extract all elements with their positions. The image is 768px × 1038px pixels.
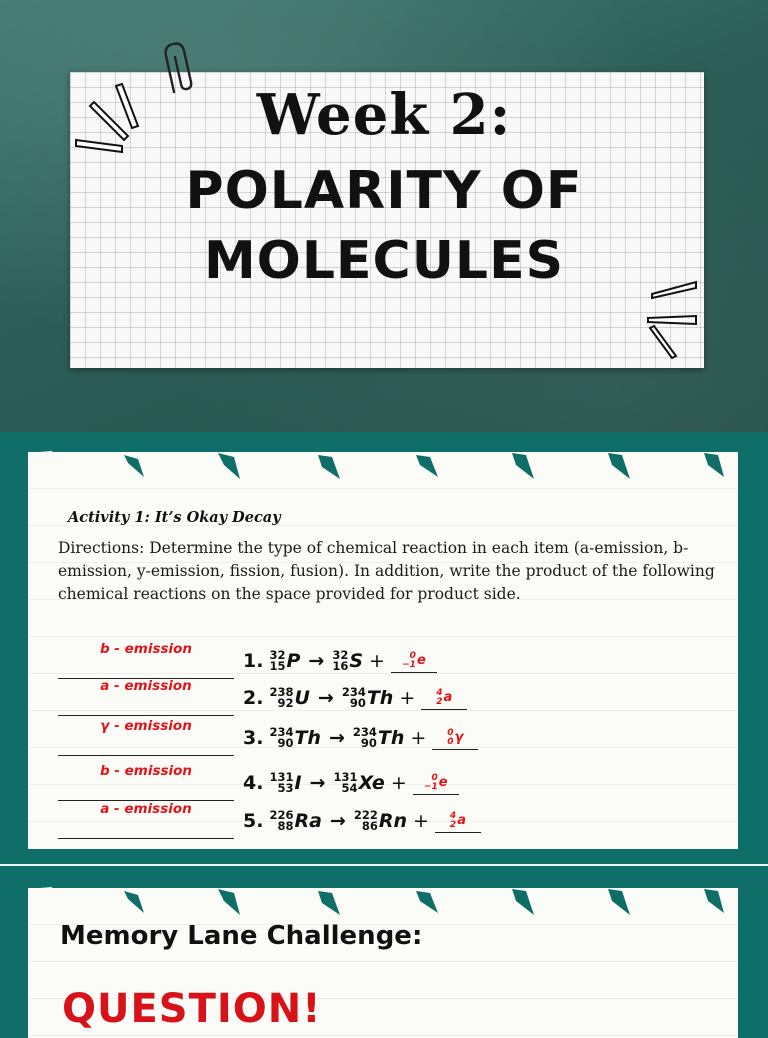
mass-number: 131 (333, 770, 358, 784)
mass-number: 0 (447, 727, 454, 738)
plus-sign: + (410, 727, 427, 749)
mass-number: 238 (269, 685, 294, 699)
item-number: 1. (243, 650, 264, 672)
product-blank[interactable] (413, 772, 459, 795)
memory-lane-heading: Memory Lane Challenge: (60, 921, 423, 951)
topic-title-line1: POLARITY OF (185, 161, 583, 221)
reaction-row (58, 643, 738, 679)
arrow-icon: → (329, 810, 346, 832)
reactant-isotope (269, 772, 301, 794)
mass-number: 234 (269, 725, 294, 739)
mass-number: 4 (449, 810, 457, 821)
element-symbol: Th (366, 687, 394, 709)
mass-number: 234 (352, 725, 377, 739)
nuclear-equation (243, 765, 459, 801)
reaction-row (58, 720, 738, 756)
element-symbol: γ (454, 730, 464, 745)
atomic-number: 16 (332, 659, 349, 673)
mass-number: 0 (409, 650, 416, 661)
element-symbol: Rn (378, 810, 408, 832)
mass-number: 226 (269, 808, 294, 822)
mass-number: 131 (269, 770, 294, 784)
item-number: 2. (243, 687, 264, 709)
atomic-number: 90 (349, 696, 366, 710)
torn-tape-edge (28, 447, 738, 487)
reaction-row (58, 803, 738, 839)
element-symbol: a (457, 813, 466, 828)
topic-title (0, 156, 768, 296)
element-symbol: e (416, 653, 426, 668)
question-heading: QUESTION! (62, 986, 322, 1032)
reaction-row (58, 765, 738, 801)
title-slide (0, 0, 768, 432)
week-title: Week 2: (256, 82, 512, 148)
reactant-isotope (269, 727, 321, 749)
atomic-number: 90 (277, 736, 294, 750)
mass-number: 32 (332, 648, 349, 662)
nuclear-equation (243, 643, 437, 679)
reaction-type-answer: γ - emission (100, 718, 192, 734)
emitted-particle (402, 652, 426, 670)
plus-sign: + (369, 650, 385, 672)
element-symbol: Ra (294, 810, 322, 832)
atomic-number: 0 (447, 736, 454, 747)
product-isotope (333, 772, 384, 794)
item-number: 3. (243, 727, 264, 749)
activity-directions: Directions: Determine the type of chemical reaction in each item (a-emission, b- emission, y-emission, fission, fusion). In addition, write the product of the following chemical reactions on the space provided for product side. (58, 539, 715, 603)
atomic-number: 90 (360, 736, 377, 750)
arrow-icon: → (317, 687, 334, 709)
atomic-number: 2 (436, 696, 443, 707)
mass-number: 0 (431, 772, 438, 783)
item-number: 4. (243, 772, 264, 794)
atomic-number: 92 (277, 696, 294, 710)
slide-divider (0, 864, 768, 866)
reaction-type-answer: a - emission (100, 801, 192, 817)
product-blank[interactable] (421, 687, 467, 710)
emitted-particle (424, 774, 448, 792)
mass-number: 234 (341, 685, 366, 699)
element-symbol: U (294, 687, 310, 709)
nuclear-equation (243, 680, 467, 716)
reactant-isotope (269, 650, 300, 672)
plus-sign: + (390, 772, 407, 794)
product-blank[interactable] (391, 650, 437, 673)
item-number: 5. (243, 810, 264, 832)
mass-number: 4 (436, 687, 443, 698)
arrow-icon: → (308, 650, 325, 672)
element-symbol: Th (294, 727, 321, 749)
product-blank[interactable] (432, 727, 478, 750)
product-isotope (354, 810, 407, 832)
emitted-particle (436, 689, 452, 707)
product-blank[interactable] (435, 810, 481, 833)
product-isotope (342, 687, 394, 709)
reaction-type-answer: b - emission (99, 763, 193, 779)
reactant-isotope (269, 687, 309, 709)
arrow-icon: → (328, 727, 345, 749)
topic-title-line2: MOLECULES (203, 231, 565, 291)
atomic-number: 54 (341, 781, 358, 795)
element-symbol: P (286, 650, 301, 672)
atomic-number: −1 (402, 659, 416, 670)
reactant-isotope (269, 810, 321, 832)
element-symbol: I (294, 772, 302, 794)
atomic-number: 2 (449, 819, 457, 830)
plus-sign: + (399, 687, 416, 709)
reaction-row (58, 680, 738, 716)
reaction-type-answer: a - emission (100, 678, 192, 694)
nuclear-equation (243, 720, 478, 756)
emitted-particle (450, 812, 466, 830)
emitted-particle (447, 729, 463, 747)
atomic-number: −1 (423, 781, 438, 792)
atomic-number: 53 (277, 781, 294, 795)
atomic-number: 86 (361, 819, 378, 833)
element-symbol: a (443, 690, 453, 705)
torn-tape-edge-bottom (28, 883, 738, 923)
reaction-type-answer: b - emission (99, 641, 193, 657)
element-symbol: Th (377, 727, 405, 749)
mass-number: 222 (353, 808, 378, 822)
element-symbol: e (438, 775, 448, 790)
element-symbol: Xe (358, 772, 385, 794)
plus-sign: + (413, 810, 429, 832)
atomic-number: 88 (277, 819, 294, 833)
arrow-icon: → (309, 772, 326, 794)
nuclear-equation (243, 803, 481, 839)
atomic-number: 15 (269, 659, 286, 673)
element-symbol: S (349, 650, 364, 672)
product-isotope (332, 650, 363, 672)
activity-title: Activity 1: It’s Okay Decay (68, 509, 281, 526)
product-isotope (353, 727, 405, 749)
mass-number: 32 (269, 648, 286, 662)
